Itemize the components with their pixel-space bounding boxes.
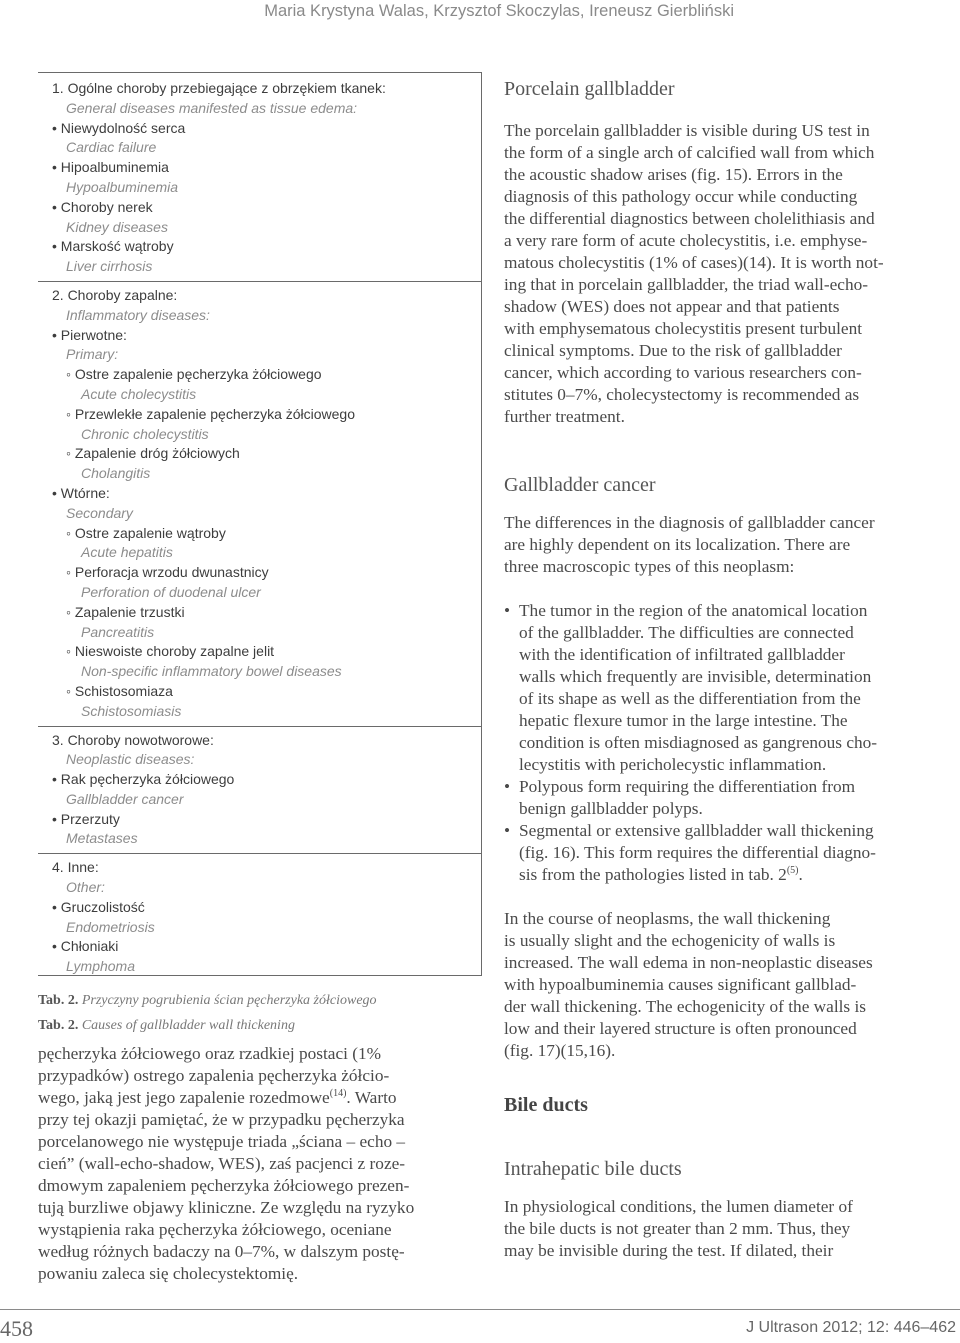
table-row-pl: • Chłoniaki	[52, 938, 119, 955]
text-line: benign gallbladder polyps.	[519, 799, 703, 818]
text-line: shadow (WES) does not appear and that patients	[504, 297, 840, 316]
table-row-pl: ◦ Przewlekłe zapalenie pęcherzyka żółciowego	[66, 405, 356, 422]
table-row-pl: • Marskość wątroby	[52, 238, 174, 255]
table-row-en: Non-specific inflammatory bowel diseases	[81, 663, 342, 680]
text-line: wystąpienia raka pęcherzyka żółciowego, oceniane	[38, 1220, 392, 1239]
table-row-pl: • Rak pęcherzyka żółciowego	[52, 771, 235, 788]
table-row-en: Liver cirrhosis	[66, 258, 153, 275]
heading-gallbladder-cancer: Gallbladder cancer	[504, 474, 656, 496]
caption-pl-label: Tab. 2.	[38, 993, 79, 1008]
table-row-en: Chronic cholecystitis	[81, 425, 209, 442]
table-row-pl: • Niewydolność serca	[52, 119, 186, 136]
text-line: dmowym zapaleniem pęcherzyka żółciowego prezen-	[38, 1176, 410, 1195]
text-line: with hypoalbuminemia causes significant gallblad-	[504, 975, 857, 994]
text-line: przy tej okazji pamiętać, że w przypadku pęcherzyka	[38, 1110, 405, 1129]
caption-pl-text: Przyczyny pogrubienia ścian pęcherzyka żółciowego	[81, 993, 377, 1008]
text-line: (fig. 16). This form requires the differential diagno-	[519, 843, 876, 862]
table-divider	[38, 281, 481, 282]
text-line: three macroscopic types of this neoplasm:	[504, 557, 795, 576]
text-line: of the gallbladder. The difficulties are connected	[519, 623, 854, 642]
causes-table	[38, 72, 482, 976]
journal-citation: J Ultrason 2012; 12: 446–462	[746, 1319, 956, 1336]
text-line: of its shape as well as the differentiation from the	[519, 689, 861, 708]
bullet-dot: •	[504, 821, 511, 840]
text-line: In physiological conditions, the lumen diameter of	[504, 1197, 853, 1216]
text-line: diagnosis of this pathology occur while conducting	[504, 187, 858, 206]
table-row-en: Hypoalbuminemia	[66, 178, 179, 195]
table-divider	[38, 853, 481, 854]
page-number: 458	[0, 1316, 33, 1341]
table-row-en: Cholangitis	[81, 465, 151, 482]
bullet-body	[504, 600, 948, 776]
text-line: Polypous form requiring the differentiation from	[519, 777, 856, 796]
text-line: the bile ducts is not greater than 2 mm. Thus, they	[504, 1219, 851, 1238]
table-row-pl: • Gruczolistość	[52, 898, 145, 915]
text-line: cancer, which according to various researchers con-	[504, 363, 862, 382]
text-line: The porcelain gallbladder is visible during US test in	[504, 121, 870, 140]
text-line: powaniu zaleca się cholecystektomię.	[38, 1264, 299, 1283]
caption-en-label: Tab. 2.	[38, 1018, 79, 1033]
text-line: low and their layered structure is often pronounced	[504, 1019, 857, 1038]
running-head: Maria Krystyna Walas, Krzysztof Skoczylas, Ireneusz Gierbliński	[264, 2, 734, 20]
table-row-en: Neoplastic diseases:	[66, 751, 195, 768]
table-row-en: Kidney diseases	[66, 218, 168, 235]
text-line: The differences in the diagnosis of gallbladder cancer	[504, 513, 875, 532]
bullet-body	[504, 820, 948, 886]
text-line: hepatic flexure tumor in the large intestine. The	[519, 711, 848, 730]
text-line: with emphysematous cholecystitis present turbulent	[504, 319, 863, 338]
text-line: der wall thickening. The echogenicity of the walls is	[504, 997, 867, 1016]
cancer-type-item	[504, 820, 948, 886]
cancer-type-item	[504, 776, 948, 820]
heading-bile-ducts: Bile ducts	[504, 1094, 588, 1116]
text-line: porcelanowego nie występuje triada „ściana – echo –	[38, 1132, 406, 1151]
heading-intrahepatic-bile-ducts: Intrahepatic bile ducts	[504, 1158, 682, 1180]
table-row-en: Pancreatitis	[81, 623, 155, 640]
text-line: are highly dependent on its localization. There are	[504, 535, 851, 554]
table-row-pl: ◦ Ostre zapalenie pęcherzyka żółciowego	[66, 366, 322, 383]
table-row-pl: 4. Inne:	[52, 859, 99, 876]
porcelain-paragraph	[504, 120, 948, 428]
caption-en-text: Causes of gallbladder wall thickening	[81, 1018, 295, 1033]
table-row-en: Lymphoma	[66, 958, 136, 975]
footer-rule	[0, 1309, 960, 1310]
table-captions	[38, 988, 377, 1038]
table-row-en: Other:	[66, 879, 105, 896]
bullet-body	[504, 776, 948, 820]
bullet-dot: •	[504, 601, 511, 620]
table-row-en: Gallbladder cancer	[66, 790, 184, 807]
text-line: further treatment.	[504, 407, 625, 426]
text-line: stitutes 0–7%, cholecystectomy is recommended as	[504, 385, 860, 404]
table-row-pl: • Wtórne:	[52, 484, 110, 501]
table-row-pl: • Hipoalbuminemia	[52, 159, 169, 176]
text-line: condition is often misdiagnosed as gangrenous cho-	[519, 733, 878, 752]
table-row-pl: ◦ Schistosomiaza	[66, 682, 173, 699]
text-line: tują burzliwe objawy kliniczne. Ze względu na ryzyko	[38, 1198, 415, 1217]
text-line: The tumor in the region of the anatomical location	[519, 601, 868, 620]
text-line: the form of a single arch of calcified wall from which	[504, 143, 875, 162]
text-line: wego, jaką jest jego zapalenie rozedmowe$^{(14)}$. Warto	[38, 1088, 397, 1107]
cancer-intro-paragraph	[504, 512, 948, 578]
text-line: may be invisible during the test. If dilated, their	[504, 1241, 834, 1260]
text-line: lecystitis with pericholecystic inflammation.	[519, 755, 827, 774]
table-row-en: Acute hepatitis	[81, 544, 173, 561]
neoplasm-paragraph	[504, 908, 948, 1062]
text-line: with the identification of infiltrated gallbladder	[519, 645, 845, 664]
caption-pl	[38, 988, 377, 1013]
text-line: cień” (wall-echo-shadow, WES), zaś pacjenci z roze-	[38, 1154, 406, 1173]
table-row-en: Schistosomiasis	[81, 702, 182, 719]
table-row-en: General diseases manifested as tissue edema:	[66, 99, 358, 116]
caption-en	[38, 1013, 377, 1038]
table-row-pl: 2. Choroby zapalne:	[52, 286, 178, 303]
text-line: Segmental or extensive gallbladder wall thickening	[519, 821, 874, 840]
table-row-en: Endometriosis	[66, 918, 155, 935]
table-rows	[38, 79, 481, 976]
text-line: the acoustic shadow arises (fig. 15). Errors in the	[504, 165, 843, 184]
text-line: increased. The wall edema in non-neoplastic diseases	[504, 953, 873, 972]
table-row-en: Inflammatory diseases:	[66, 306, 210, 323]
text-line: (fig. 17)(15,16).	[504, 1041, 616, 1060]
table-row-en: Metastases	[66, 830, 138, 847]
text-line: a very rare form of acute cholecystitis, i.e. emphyse-	[504, 231, 868, 250]
table-row-en: Primary:	[66, 346, 119, 363]
table-row-en: Perforation of duodenal ulcer	[81, 583, 261, 600]
table-row-pl: • Choroby nerek	[52, 198, 153, 215]
table-row-pl: 3. Choroby nowotworowe:	[52, 731, 214, 748]
text-line: przypadków) ostrego zapalenia pęcherzyka żółcio-	[38, 1066, 390, 1085]
text-line: matous cholecystitis (1% of cases)(14). It is worth not-	[504, 253, 884, 272]
table-divider	[38, 726, 481, 727]
text-line: In the course of neoplasms, the wall thickening	[504, 909, 831, 928]
table-row-pl: 1. Ogólne choroby przebiegające z obrzękiem tkanek:	[52, 80, 386, 96]
text-line: pęcherzyka żółciowego oraz rzadkiej postaci (1%	[38, 1044, 382, 1063]
table-row-pl: ◦ Nieswoiste choroby zapalne jelit	[66, 643, 275, 660]
table-row-en: Secondary	[66, 504, 133, 521]
heading-porcelain: Porcelain gallbladder	[504, 78, 675, 100]
table-row-pl: • Przerzuty	[52, 810, 120, 827]
text-line: clinical symptoms. Due to the risk of gallbladder	[504, 341, 842, 360]
table-row-pl: • Pierwotne:	[52, 326, 127, 343]
right-column	[504, 74, 948, 1262]
table-row-pl: ◦ Zapalenie dróg żółciowych	[66, 445, 240, 462]
text-line: is usually slight and the echogenicity of walls is	[504, 931, 836, 950]
bullet-dot: •	[504, 777, 511, 796]
text-line: sis from the pathologies listed in tab. 2$^{(5)}$.	[519, 865, 803, 884]
text-line: ing that in porcelain gallbladder, the triad wall-echo-	[504, 275, 868, 294]
table-row-en: Acute cholecystitis	[81, 385, 197, 402]
text-line: walls which frequently are invisible, determination	[519, 667, 872, 686]
text-line: the differential diagnostics between cholelithiasis and	[504, 209, 875, 228]
table-row-pl: ◦ Perforacja wrzodu dwunastnicy	[66, 564, 269, 581]
left-paragraph	[38, 1043, 483, 1285]
intrahepatic-paragraph	[504, 1196, 948, 1262]
table-row-en: Cardiac failure	[66, 139, 157, 156]
text-line: według różnych badaczy na 0–7%, w dalszym postę-	[38, 1242, 405, 1261]
cancer-type-item	[504, 600, 948, 776]
table-row-pl: ◦ Zapalenie trzustki	[66, 603, 185, 620]
table-row-pl: ◦ Ostre zapalenie wątroby	[66, 524, 226, 541]
cancer-type-list	[504, 600, 948, 886]
